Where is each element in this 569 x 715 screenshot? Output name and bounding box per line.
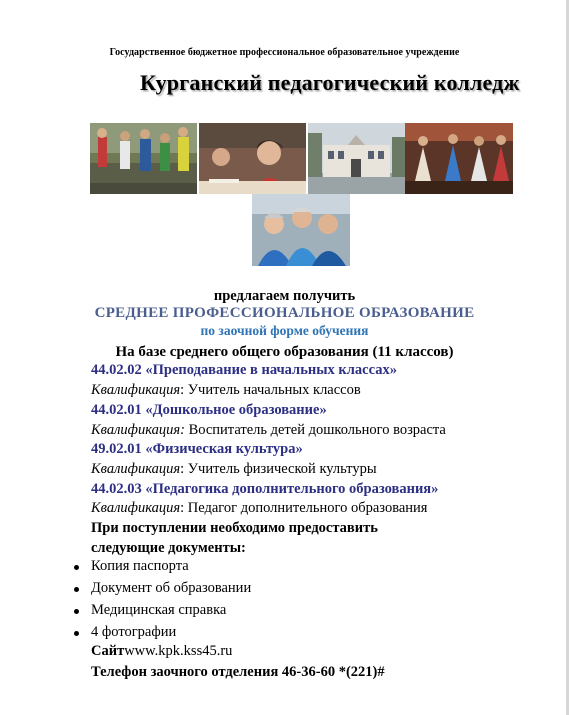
documents-list	[74, 558, 251, 646]
qualification-value: : Учитель начальных классов	[180, 382, 361, 398]
college-name: Курганский педагогический колледж	[140, 70, 520, 95]
website-line	[91, 643, 232, 660]
qualification-label: Квалификация	[91, 461, 181, 477]
qualification-line	[91, 500, 427, 517]
list-item: 4 фотографии	[74, 624, 251, 646]
admission-basis: На базе среднего общего образования (11 классов)	[115, 344, 454, 360]
list-item: Копия паспорта	[74, 558, 251, 580]
education-form: по заочной форме обучения	[200, 323, 369, 338]
education-level: СРЕДНЕЕ ПРОФЕССИОНАЛЬНОЕ ОБРАЗОВАНИЕ	[94, 305, 475, 321]
documents-heading: При поступлении необходимо предоставить	[91, 520, 378, 536]
photo-stage-performance	[405, 123, 513, 194]
qualification-label: Квалификация:	[91, 422, 185, 438]
qualification-value: : Учитель физической культуры	[180, 461, 377, 477]
qualification-value: : Педагог дополнительного образования	[180, 500, 428, 516]
offer-line: предлагаем получить	[213, 288, 356, 304]
photo-students-classroom	[199, 123, 306, 194]
website-label: Сайт	[91, 643, 125, 659]
qualification-line	[91, 422, 446, 439]
qualification-label: Квалификация	[91, 500, 181, 516]
phone-line: Телефон заочного отделения 46-36-60 *(221)#	[91, 664, 385, 680]
qualification-line	[91, 461, 377, 478]
specialty-title: 44.02.01 «Дошкольное образование»	[91, 402, 327, 418]
specialty-title: 49.02.01 «Физическая культура»	[91, 441, 303, 457]
qualification-value: Воспитатель детей дошкольного возраста	[184, 422, 446, 438]
photo-sports-race	[90, 123, 197, 194]
qualification-line	[91, 382, 361, 399]
website-link[interactable]: www.kpk.kss45.ru	[124, 643, 233, 659]
photo-children-group	[252, 194, 350, 266]
list-item: Документ об образовании	[74, 580, 251, 602]
list-item: Медицинская справка	[74, 602, 251, 624]
documents-heading-cont: следующие документы:	[91, 540, 246, 556]
specialty-title: 44.02.03 «Педагогика дополнительного образования»	[91, 481, 439, 497]
qualification-label: Квалификация	[91, 382, 181, 398]
photo-college-building	[308, 123, 405, 194]
specialty-title: 44.02.02 «Преподавание в начальных классах»	[91, 362, 397, 378]
org-type-line: Государственное бюджетное профессиональное образовательное учреждение	[109, 47, 460, 58]
